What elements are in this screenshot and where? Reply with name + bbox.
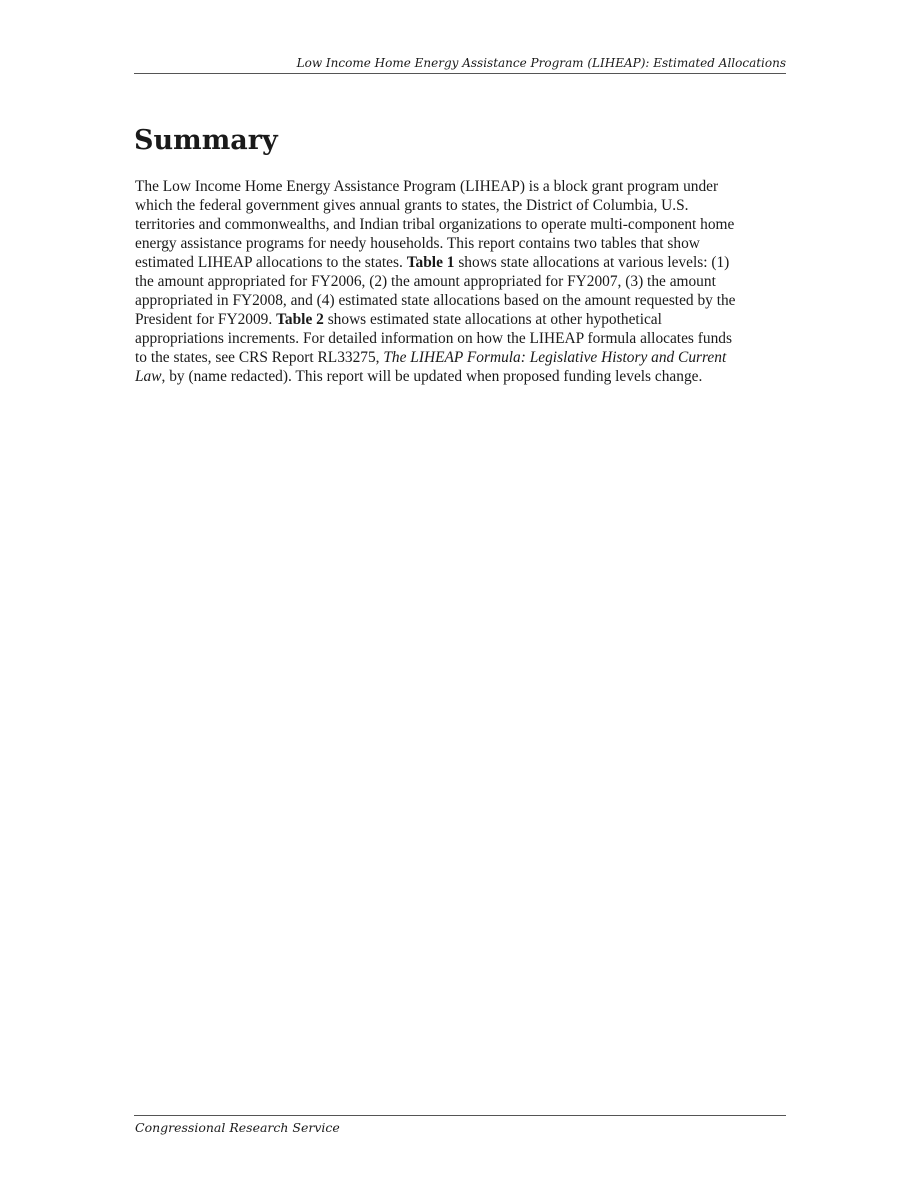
report-title-citation: The LIHEAP Formula: Legislative History and Current <box>383 349 727 366</box>
summary-text: shows estimated state allocations at other hypothetical <box>323 311 662 328</box>
footer-divider <box>134 1115 786 1116</box>
running-footer-organization: Congressional Research Service <box>135 1120 340 1135</box>
table-2-reference: Table 2 <box>276 311 324 328</box>
summary-line-1: The Low Income Home Energy Assistance Program (LIHEAP) is a block grant program under <box>135 178 719 195</box>
summary-line-10 <box>135 348 787 367</box>
summary-text: President for FY2009. <box>135 311 277 328</box>
summary-line-3: territories and commonwealths, and Indian tribal organizations to operate multi-component home <box>135 216 735 233</box>
summary-heading: Summary <box>134 125 278 156</box>
summary-text: , by (name redacted). This report will be updated when proposed funding levels change. <box>161 368 703 385</box>
summary-line-9: appropriations increments. For detailed information on how the LIHEAP formula allocates funds <box>135 330 732 347</box>
running-header-title: Low Income Home Energy Assistance Program (LIHEAP): Estimated Allocations <box>134 55 786 74</box>
summary-text: to the states, see CRS Report RL33275, <box>135 349 384 366</box>
summary-line-7: appropriated in FY2008, and (4) estimated state allocations based on the amount requested by the <box>135 292 736 309</box>
summary-paragraph <box>135 177 787 386</box>
summary-text: shows state allocations at various levels: (1) <box>454 254 730 271</box>
table-1-reference: Table 1 <box>406 254 455 271</box>
summary-line-4: energy assistance programs for needy households. This report contains two tables that show <box>135 235 700 252</box>
summary-line-2: which the federal government gives annual grants to states, the District of Columbia, U.S. <box>135 197 689 214</box>
summary-line-6: the amount appropriated for FY2006, (2) the amount appropriated for FY2007, (3) the amount <box>135 273 716 290</box>
summary-text: estimated LIHEAP allocations to the states. <box>135 254 407 271</box>
summary-line-5 <box>135 253 787 272</box>
summary-line-8 <box>135 310 787 329</box>
report-title-citation-end: Law <box>135 368 162 385</box>
summary-line-11 <box>135 367 787 386</box>
